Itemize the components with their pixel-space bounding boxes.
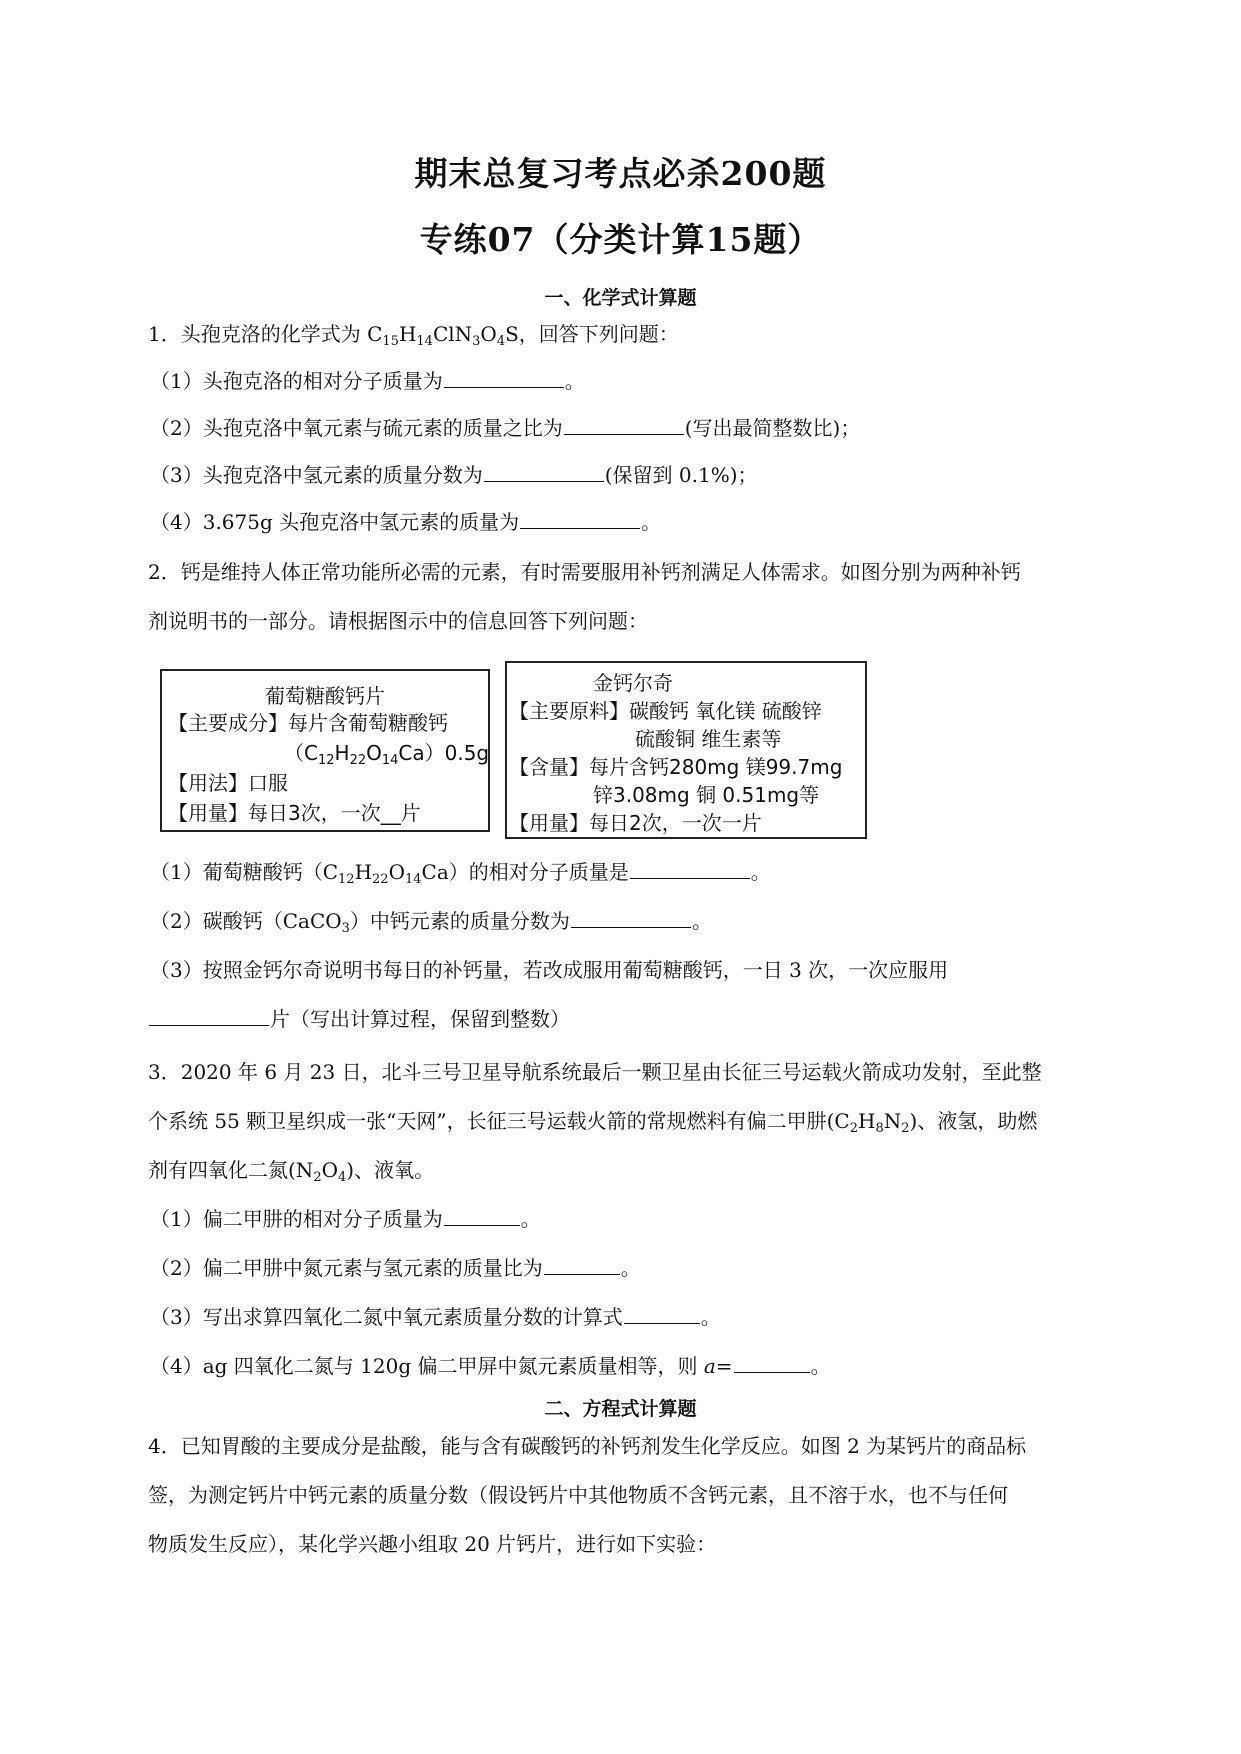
q3-sub1: （1）偏二甲肼的相对分子质量为 。 [150,1207,541,1231]
answer-blank[interactable] [484,461,604,482]
answer-blank[interactable] [630,858,750,879]
label2-row2: 硫酸铜 维生素等 [635,727,782,751]
q2-stem-line1: 2．钙是维持人体正常功能所必需的元素，有时需要服用补钙剂满足人体需求。如图分别为两种补钙 [148,560,1021,584]
q3-sub3: （3）写出求算四氧化二氮中氧元素质量分数的计算式 。 [150,1305,721,1329]
label2-row1: 【主要原料】碳酸钙 氧化镁 硫酸锌 [509,699,822,723]
label-jingaierqi [505,661,867,839]
q1-sub3: （3）头孢克洛中氢元素的质量分数为 (保留到 0.1%)； [150,463,758,487]
answer-blank[interactable] [444,367,564,388]
q3-sub4: （4）ag 四氧化二氮与 120g 偏二甲屏中氮元素质量相等，则 a= 。 [150,1354,831,1378]
answer-blank[interactable] [571,907,691,928]
answer-blank[interactable] [564,414,684,435]
q3-stem-line2: 个系统 55 颗卫星织成一张“天网”，长征三号运载火箭的常规燃料有偏二甲肼$(C_2H_8N_2)$、液氢，助燃 [148,1109,1038,1136]
label1-name: 葡萄糖酸钙片 [265,684,385,708]
answer-blank[interactable] [544,1254,620,1275]
answer-blank[interactable] [444,1205,520,1226]
label1-row1: 【主要成分】每片含葡萄糖酸钙 [168,711,448,735]
q1-sub4: （4）3.675g 头孢克洛中氢元素的质量为 。 [150,510,662,534]
label2-row5: 【用量】每日2次，一次一片 [509,811,762,835]
q2-sub1: （1）葡萄糖酸钙$(C_{12}H_{22}O_{14}Ca)$的相对分子质量是 。 [150,860,771,887]
label2-row3: 【含量】每片含钙280mg 镁99.7mg [509,755,843,779]
answer-blank[interactable] [624,1303,700,1324]
q2-sub3-line2: 片（写出计算过程，保留到整数） [148,1005,570,1033]
label2-row4: 锌3.08mg 铜 0.51mg等 [593,783,820,807]
q1-stem: 1．头孢克洛的化学式为 $C_{15}H_{14}ClN_3O_4S$，回答下列问题： [148,322,679,349]
label1-row3: 【用法】口服 [168,771,288,795]
q4-stem-line3: 物质发生反应），某化学兴趣小组取 20 片钙片，进行如下实验： [148,1532,717,1556]
answer-blank[interactable] [149,1005,269,1026]
q2-stem-line2: 剂说明书的一部分。请根据图示中的信息回答下列问题： [148,609,648,633]
section-heading-equation: 二、方程式计算题 [544,1398,697,1420]
q3-stem-line1: 3．2020 年 6 月 23 日，北斗三号卫星导航系统最后一颗卫星由长征三号运载火箭成功发射，至此整 [148,1060,1042,1084]
label-calcium-gluconate [160,669,490,832]
q2-sub3-line1: （3）按照金钙尔奇说明书每日的补钙量，若改成服用葡萄糖酸钙，一日 3 次，一次应服用 [150,958,949,982]
q1-sub1: （1）头孢克洛的相对分子质量为 。 [150,369,585,393]
answer-blank[interactable] [520,508,640,529]
q1-sub2: （2）头孢克洛中氧元素与硫元素的质量之比为 (写出最简整数比)； [150,416,861,440]
q4-stem-line1: 4．已知胃酸的主要成分是盐酸，能与含有碳酸钙的补钙剂发生化学反应。如图 2 为某钙片的商品标 [148,1434,1027,1458]
q4-stem-line2: 签，为测定钙片中钙元素的质量分数（假设钙片中其他物质不含钙元素，且不溶于水，也不与任何 [148,1483,1008,1507]
q2-sub2: （2）碳酸钙（CaCO$_3$）中钙元素的质量分数为 。 [150,909,712,936]
label2-name: 金钙尔奇 [593,671,673,695]
q3-sub2: （2）偏二甲肼中氮元素与氢元素的质量比为 。 [150,1256,641,1280]
q3-stem-line3: 剂有四氧化二氮$(N_2O_4)$、液氧。 [148,1158,435,1185]
doc-subtitle: 专练07（分类计算15题） [419,220,822,259]
label1-row4: 【用量】每日3次，一次__片 [168,801,421,825]
doc-title: 期末总复习考点必杀200题 [414,154,827,193]
section-heading-formula: 一、化学式计算题 [544,287,697,309]
label1-row2: $(C_{12}H_{22}O_{14}Ca)0.5g$ [284,741,490,768]
answer-blank[interactable] [734,1352,810,1373]
